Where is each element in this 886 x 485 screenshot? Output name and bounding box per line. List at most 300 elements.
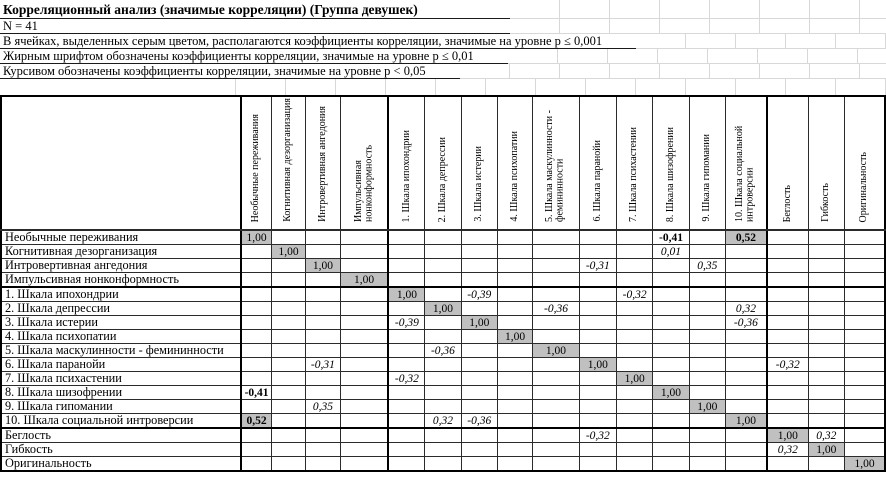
matrix-cell[interactable] [497, 372, 532, 386]
matrix-cell[interactable] [461, 330, 497, 344]
col-header-7[interactable] [461, 96, 497, 230]
matrix-cell[interactable] [845, 245, 885, 259]
col-header-1[interactable] [241, 96, 271, 230]
matrix-cell[interactable] [425, 316, 461, 330]
matrix-cell[interactable] [425, 287, 461, 302]
col-header-17[interactable] [845, 96, 885, 230]
matrix-cell[interactable] [388, 457, 424, 472]
matrix-cell[interactable] [579, 414, 616, 429]
matrix-cell[interactable] [617, 245, 653, 259]
matrix-cell[interactable] [653, 344, 689, 358]
matrix-cell[interactable] [845, 358, 885, 372]
matrix-cell[interactable] [241, 245, 271, 259]
matrix-cell[interactable] [340, 386, 388, 400]
matrix-cell[interactable] [617, 302, 653, 316]
matrix-cell[interactable] [808, 245, 844, 259]
matrix-cell[interactable]: 1,00 [617, 372, 653, 386]
matrix-cell[interactable] [306, 372, 340, 386]
matrix-cell[interactable] [306, 302, 340, 316]
matrix-cell[interactable] [340, 428, 388, 443]
matrix-cell[interactable] [340, 414, 388, 429]
matrix-cell[interactable] [425, 330, 461, 344]
matrix-cell[interactable] [340, 287, 388, 302]
matrix-cell[interactable]: 1,00 [271, 245, 305, 259]
matrix-cell[interactable] [808, 386, 844, 400]
matrix-cell[interactable] [241, 273, 271, 288]
matrix-cell[interactable] [533, 457, 579, 472]
matrix-cell[interactable] [388, 302, 424, 316]
legend-bold-cell[interactable]: Жирным шрифтом обозначены коэффициенты корреляции, значимые на уровне р ≤ 0,01 [0, 49, 508, 64]
matrix-cell[interactable] [497, 443, 532, 457]
matrix-cell[interactable] [388, 358, 424, 372]
matrix-cell[interactable]: 1,00 [845, 457, 885, 472]
matrix-cell[interactable]: -0,41 [653, 230, 689, 245]
matrix-cell[interactable] [271, 316, 305, 330]
matrix-cell[interactable] [241, 358, 271, 372]
matrix-cell[interactable]: 1,00 [388, 287, 424, 302]
matrix-cell[interactable] [579, 344, 616, 358]
matrix-cell[interactable] [808, 316, 844, 330]
matrix-cell[interactable] [497, 428, 532, 443]
matrix-cell[interactable] [689, 358, 725, 372]
sample-size-cell[interactable]: N = 41 [0, 19, 510, 34]
matrix-cell[interactable] [306, 330, 340, 344]
matrix-cell[interactable]: -0,32 [388, 372, 424, 386]
matrix-cell[interactable] [845, 259, 885, 273]
matrix-cell[interactable] [388, 386, 424, 400]
matrix-cell[interactable] [579, 245, 616, 259]
matrix-cell[interactable] [845, 344, 885, 358]
matrix-cell[interactable]: 0,52 [725, 230, 766, 245]
matrix-cell[interactable] [579, 330, 616, 344]
matrix-cell[interactable] [653, 358, 689, 372]
matrix-cell[interactable] [340, 358, 388, 372]
matrix-cell[interactable] [241, 400, 271, 414]
matrix-cell[interactable] [579, 302, 616, 316]
matrix-cell[interactable] [617, 457, 653, 472]
matrix-cell[interactable] [653, 302, 689, 316]
matrix-cell[interactable]: 0,35 [306, 400, 340, 414]
matrix-cell[interactable]: -0,32 [579, 428, 616, 443]
matrix-cell[interactable] [725, 273, 766, 288]
matrix-cell[interactable] [579, 273, 616, 288]
matrix-cell[interactable] [461, 428, 497, 443]
matrix-cell[interactable] [425, 358, 461, 372]
matrix-cell[interactable] [425, 259, 461, 273]
matrix-cell[interactable] [497, 316, 532, 330]
matrix-cell[interactable] [808, 273, 844, 288]
matrix-cell[interactable]: -0,36 [533, 302, 579, 316]
matrix-cell[interactable] [271, 230, 305, 245]
matrix-cell[interactable] [425, 428, 461, 443]
matrix-cell[interactable] [533, 386, 579, 400]
matrix-cell[interactable]: -0,36 [725, 316, 766, 330]
matrix-cell[interactable] [808, 344, 844, 358]
matrix-cell[interactable] [767, 259, 808, 273]
matrix-cell[interactable] [388, 443, 424, 457]
matrix-cell[interactable] [845, 386, 885, 400]
matrix-cell[interactable]: -0,41 [241, 386, 271, 400]
matrix-cell[interactable]: -0,32 [767, 358, 808, 372]
matrix-cell[interactable] [767, 344, 808, 358]
matrix-cell[interactable] [767, 372, 808, 386]
matrix-cell[interactable] [579, 443, 616, 457]
matrix-cell[interactable] [767, 457, 808, 472]
matrix-cell[interactable] [461, 245, 497, 259]
matrix-cell[interactable] [845, 330, 885, 344]
matrix-cell[interactable] [845, 428, 885, 443]
matrix-cell[interactable] [425, 245, 461, 259]
matrix-cell[interactable] [241, 344, 271, 358]
corner-cell[interactable] [1, 96, 241, 230]
matrix-cell[interactable] [845, 302, 885, 316]
matrix-cell[interactable]: 0,32 [808, 428, 844, 443]
matrix-cell[interactable] [617, 414, 653, 429]
matrix-cell[interactable] [617, 400, 653, 414]
matrix-cell[interactable] [533, 414, 579, 429]
matrix-cell[interactable] [533, 400, 579, 414]
col-header-5[interactable] [388, 96, 424, 230]
matrix-cell[interactable]: 1,00 [340, 273, 388, 288]
row-label-10[interactable]: 6. Шкала паранойи [1, 358, 241, 372]
matrix-cell[interactable] [241, 302, 271, 316]
matrix-cell[interactable]: 1,00 [808, 443, 844, 457]
matrix-cell[interactable] [653, 316, 689, 330]
matrix-cell[interactable] [425, 386, 461, 400]
row-label-16[interactable]: Гибкость [1, 443, 241, 457]
matrix-cell[interactable] [579, 457, 616, 472]
matrix-cell[interactable] [689, 386, 725, 400]
matrix-cell[interactable] [241, 443, 271, 457]
matrix-cell[interactable] [767, 414, 808, 429]
matrix-cell[interactable] [767, 330, 808, 344]
matrix-cell[interactable] [808, 372, 844, 386]
matrix-cell[interactable] [617, 273, 653, 288]
matrix-cell[interactable]: 1,00 [461, 316, 497, 330]
matrix-cell[interactable] [497, 358, 532, 372]
matrix-cell[interactable]: -0,32 [617, 287, 653, 302]
matrix-cell[interactable] [340, 316, 388, 330]
matrix-cell[interactable] [653, 273, 689, 288]
matrix-cell[interactable]: 1,00 [725, 414, 766, 429]
matrix-cell[interactable] [579, 230, 616, 245]
matrix-cell[interactable] [725, 245, 766, 259]
matrix-cell[interactable] [497, 273, 532, 288]
matrix-cell[interactable]: 1,00 [579, 358, 616, 372]
legend-italic-cell[interactable]: Курсивом обозначены коэффициенты корреляции, значимые на уровне р < 0,05 [0, 64, 460, 79]
matrix-cell[interactable] [306, 414, 340, 429]
matrix-cell[interactable] [425, 457, 461, 472]
row-label-15[interactable]: Беглость [1, 428, 241, 443]
matrix-cell[interactable] [689, 273, 725, 288]
matrix-cell[interactable] [306, 443, 340, 457]
matrix-cell[interactable] [689, 230, 725, 245]
matrix-cell[interactable] [533, 245, 579, 259]
matrix-cell[interactable] [533, 428, 579, 443]
matrix-cell[interactable] [388, 273, 424, 288]
matrix-cell[interactable] [461, 457, 497, 472]
matrix-cell[interactable] [617, 358, 653, 372]
matrix-cell[interactable]: 0,32 [767, 443, 808, 457]
col-header-3[interactable] [306, 96, 340, 230]
matrix-cell[interactable] [271, 287, 305, 302]
row-label-12[interactable]: 8. Шкала шизофрении [1, 386, 241, 400]
matrix-cell[interactable]: 1,00 [497, 330, 532, 344]
col-header-16[interactable] [808, 96, 844, 230]
matrix-cell[interactable] [497, 414, 532, 429]
matrix-cell[interactable] [845, 372, 885, 386]
matrix-cell[interactable] [689, 287, 725, 302]
matrix-cell[interactable] [388, 400, 424, 414]
matrix-cell[interactable] [845, 316, 885, 330]
row-label-8[interactable]: 4. Шкала психопатии [1, 330, 241, 344]
matrix-cell[interactable] [497, 259, 532, 273]
matrix-cell[interactable] [425, 443, 461, 457]
matrix-cell[interactable] [533, 330, 579, 344]
col-header-2[interactable] [271, 96, 305, 230]
matrix-cell[interactable] [689, 414, 725, 429]
matrix-cell[interactable] [617, 428, 653, 443]
matrix-cell[interactable] [388, 414, 424, 429]
matrix-cell[interactable] [271, 259, 305, 273]
matrix-cell[interactable] [808, 414, 844, 429]
matrix-cell[interactable] [461, 273, 497, 288]
matrix-cell[interactable] [725, 344, 766, 358]
matrix-cell[interactable] [388, 245, 424, 259]
matrix-cell[interactable] [653, 414, 689, 429]
matrix-cell[interactable]: -0,39 [461, 287, 497, 302]
matrix-cell[interactable] [271, 386, 305, 400]
matrix-cell[interactable]: -0,36 [461, 414, 497, 429]
matrix-cell[interactable] [533, 372, 579, 386]
row-label-3[interactable]: Интровертивная ангедония [1, 259, 241, 273]
matrix-cell[interactable] [689, 344, 725, 358]
matrix-cell[interactable] [725, 457, 766, 472]
matrix-cell[interactable] [461, 386, 497, 400]
page-title[interactable]: Корреляционный анализ (значимые корреляции) (Группа девушек) [0, 0, 510, 19]
row-label-4[interactable]: Импульсивная нонконформность [1, 273, 241, 288]
matrix-cell[interactable] [579, 386, 616, 400]
matrix-cell[interactable]: 1,00 [653, 386, 689, 400]
matrix-cell[interactable] [388, 230, 424, 245]
matrix-cell[interactable] [497, 344, 532, 358]
col-header-8[interactable] [497, 96, 532, 230]
matrix-cell[interactable] [461, 230, 497, 245]
matrix-cell[interactable]: 0,32 [725, 302, 766, 316]
matrix-cell[interactable] [461, 344, 497, 358]
matrix-cell[interactable] [306, 245, 340, 259]
matrix-cell[interactable] [767, 400, 808, 414]
matrix-cell[interactable] [808, 302, 844, 316]
matrix-cell[interactable] [653, 287, 689, 302]
matrix-cell[interactable] [808, 259, 844, 273]
matrix-cell[interactable] [425, 372, 461, 386]
matrix-cell[interactable]: 0,32 [425, 414, 461, 429]
matrix-cell[interactable] [533, 358, 579, 372]
matrix-cell[interactable] [461, 358, 497, 372]
matrix-cell[interactable] [306, 386, 340, 400]
matrix-cell[interactable] [617, 259, 653, 273]
matrix-cell[interactable] [689, 302, 725, 316]
matrix-cell[interactable] [725, 400, 766, 414]
matrix-cell[interactable] [388, 330, 424, 344]
matrix-cell[interactable] [271, 457, 305, 472]
matrix-cell[interactable] [617, 386, 653, 400]
col-header-13[interactable] [689, 96, 725, 230]
matrix-cell[interactable] [461, 259, 497, 273]
matrix-cell[interactable]: 1,00 [533, 344, 579, 358]
matrix-cell[interactable] [579, 316, 616, 330]
matrix-cell[interactable] [340, 400, 388, 414]
matrix-cell[interactable] [271, 273, 305, 288]
matrix-cell[interactable] [808, 230, 844, 245]
matrix-cell[interactable]: 1,00 [689, 400, 725, 414]
matrix-cell[interactable] [271, 414, 305, 429]
matrix-cell[interactable]: 1,00 [241, 230, 271, 245]
matrix-cell[interactable] [497, 386, 532, 400]
matrix-cell[interactable] [767, 386, 808, 400]
row-label-6[interactable]: 2. Шкала депрессии [1, 302, 241, 316]
matrix-cell[interactable]: -0,31 [579, 259, 616, 273]
matrix-cell[interactable] [497, 287, 532, 302]
matrix-cell[interactable] [306, 316, 340, 330]
matrix-cell[interactable] [461, 443, 497, 457]
col-header-9[interactable] [533, 96, 579, 230]
col-header-12[interactable] [653, 96, 689, 230]
matrix-cell[interactable] [271, 400, 305, 414]
matrix-cell[interactable]: 1,00 [306, 259, 340, 273]
matrix-cell[interactable] [533, 443, 579, 457]
matrix-cell[interactable] [241, 428, 271, 443]
matrix-cell[interactable] [241, 330, 271, 344]
matrix-cell[interactable] [845, 273, 885, 288]
row-label-5[interactable]: 1. Шкала ипохондрии [1, 287, 241, 302]
matrix-cell[interactable] [617, 344, 653, 358]
matrix-cell[interactable] [653, 400, 689, 414]
matrix-cell[interactable] [271, 443, 305, 457]
matrix-cell[interactable] [340, 230, 388, 245]
matrix-cell[interactable] [725, 259, 766, 273]
matrix-cell[interactable] [306, 287, 340, 302]
matrix-cell[interactable] [808, 400, 844, 414]
matrix-cell[interactable] [533, 259, 579, 273]
matrix-cell[interactable] [461, 372, 497, 386]
matrix-cell[interactable] [725, 386, 766, 400]
matrix-cell[interactable] [579, 400, 616, 414]
legend-gray-cell[interactable]: В ячейках, выделенных серым цветом, располагаются коэффициенты корреляции, значимые на уровне р ≤ 0,001 [0, 34, 636, 49]
matrix-cell[interactable] [271, 330, 305, 344]
matrix-cell[interactable] [461, 400, 497, 414]
matrix-cell[interactable] [617, 443, 653, 457]
matrix-cell[interactable] [579, 372, 616, 386]
row-label-11[interactable]: 7. Шкала психастении [1, 372, 241, 386]
matrix-cell[interactable]: -0,39 [388, 316, 424, 330]
matrix-cell[interactable] [340, 245, 388, 259]
col-header-14[interactable] [725, 96, 766, 230]
matrix-cell[interactable] [533, 287, 579, 302]
row-label-2[interactable]: Когнитивная дезорганизация [1, 245, 241, 259]
matrix-cell[interactable] [497, 457, 532, 472]
matrix-cell[interactable] [689, 330, 725, 344]
row-label-17[interactable]: Оригинальность [1, 457, 241, 472]
matrix-cell[interactable] [533, 230, 579, 245]
matrix-cell[interactable] [725, 358, 766, 372]
matrix-cell[interactable] [306, 273, 340, 288]
matrix-cell[interactable] [653, 330, 689, 344]
row-label-7[interactable]: 3. Шкала истерии [1, 316, 241, 330]
matrix-cell[interactable] [388, 428, 424, 443]
matrix-cell[interactable]: 1,00 [425, 302, 461, 316]
matrix-cell[interactable] [808, 287, 844, 302]
matrix-cell[interactable] [241, 372, 271, 386]
row-label-9[interactable]: 5. Шкала маскулинности - фемининности [1, 344, 241, 358]
matrix-cell[interactable] [767, 273, 808, 288]
matrix-cell[interactable] [340, 344, 388, 358]
matrix-cell[interactable] [271, 372, 305, 386]
matrix-cell[interactable] [689, 457, 725, 472]
matrix-cell[interactable] [497, 302, 532, 316]
matrix-cell[interactable] [808, 330, 844, 344]
col-header-10[interactable] [579, 96, 616, 230]
matrix-cell[interactable] [497, 245, 532, 259]
row-label-13[interactable]: 9. Шкала гипомании [1, 400, 241, 414]
matrix-cell[interactable] [689, 443, 725, 457]
matrix-cell[interactable] [767, 230, 808, 245]
col-header-6[interactable] [425, 96, 461, 230]
matrix-cell[interactable] [388, 344, 424, 358]
matrix-cell[interactable] [306, 457, 340, 472]
matrix-cell[interactable] [653, 443, 689, 457]
matrix-cell[interactable] [340, 443, 388, 457]
matrix-cell[interactable]: 0,52 [241, 414, 271, 429]
matrix-cell[interactable] [579, 287, 616, 302]
matrix-cell[interactable] [306, 230, 340, 245]
matrix-cell[interactable] [767, 287, 808, 302]
matrix-cell[interactable] [388, 259, 424, 273]
matrix-cell[interactable] [241, 316, 271, 330]
matrix-cell[interactable] [689, 245, 725, 259]
matrix-cell[interactable] [425, 230, 461, 245]
matrix-cell[interactable]: 0,01 [653, 245, 689, 259]
empty-label-cell[interactable] [0, 79, 236, 95]
matrix-cell[interactable] [725, 287, 766, 302]
matrix-cell[interactable] [425, 400, 461, 414]
matrix-cell[interactable] [767, 245, 808, 259]
matrix-cell[interactable] [653, 372, 689, 386]
matrix-cell[interactable] [617, 330, 653, 344]
matrix-cell[interactable] [845, 400, 885, 414]
matrix-cell[interactable] [461, 302, 497, 316]
matrix-cell[interactable] [653, 428, 689, 443]
matrix-cell[interactable] [271, 358, 305, 372]
matrix-cell[interactable] [845, 230, 885, 245]
matrix-cell[interactable]: -0,31 [306, 358, 340, 372]
matrix-cell[interactable] [617, 316, 653, 330]
row-label-1[interactable]: Необычные переживания [1, 230, 241, 245]
matrix-cell[interactable] [340, 372, 388, 386]
matrix-cell[interactable] [241, 457, 271, 472]
matrix-cell[interactable] [425, 273, 461, 288]
matrix-cell[interactable] [340, 457, 388, 472]
row-label-14[interactable]: 10. Шкала социальной интроверсии [1, 414, 241, 429]
matrix-cell[interactable] [845, 287, 885, 302]
matrix-cell[interactable] [689, 428, 725, 443]
matrix-cell[interactable] [271, 344, 305, 358]
matrix-cell[interactable] [689, 372, 725, 386]
matrix-cell[interactable] [340, 330, 388, 344]
matrix-cell[interactable] [533, 316, 579, 330]
matrix-cell[interactable] [845, 443, 885, 457]
